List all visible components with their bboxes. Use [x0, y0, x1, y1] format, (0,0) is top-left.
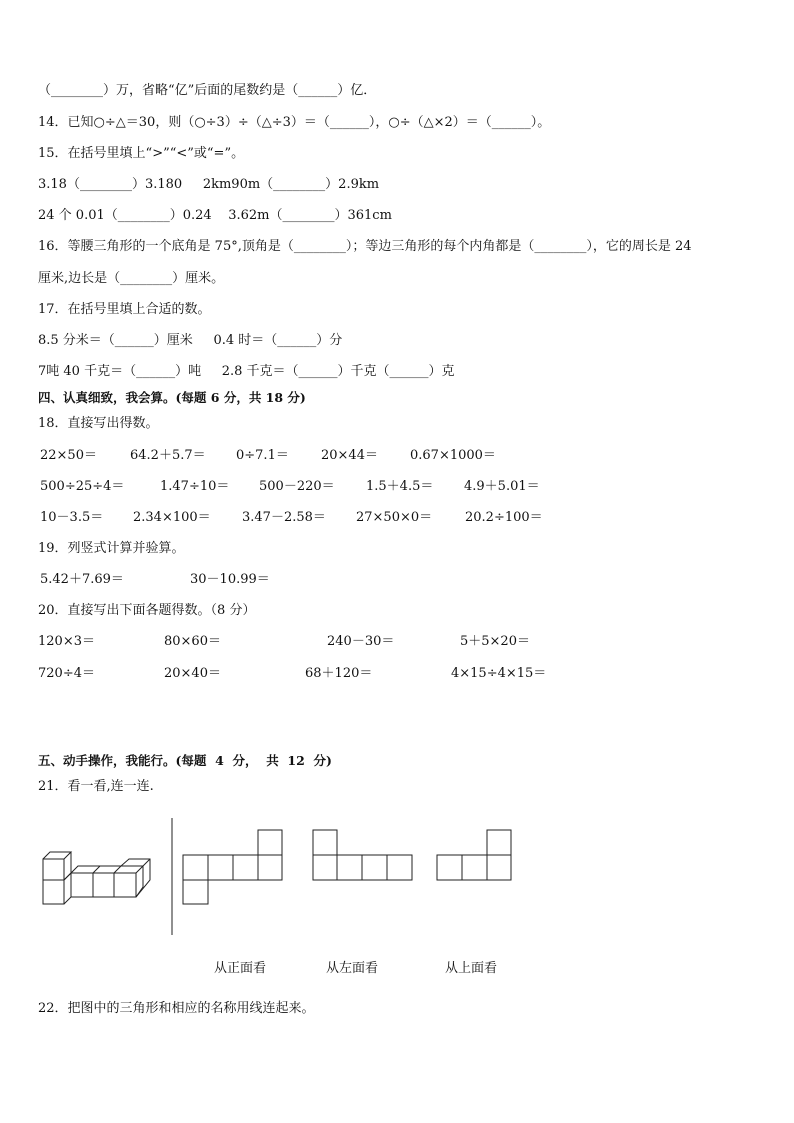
calc-item: 22×50＝ — [40, 448, 97, 463]
calc-item: 4.9＋5.01＝ — [464, 479, 540, 494]
calc-item: 3.47－2.58＝ — [242, 510, 326, 525]
front-view-label: 从正面看 — [214, 961, 267, 976]
question-14: 14．已知○÷△＝30，则（○÷3）÷（△÷3）＝（______），○÷（△×2）＝（______）。 — [38, 115, 551, 130]
question-15-row-1: 3.18（________）3.180 2km90m（________）2.9km — [38, 177, 380, 192]
calc-item: 1.47÷10＝ — [160, 479, 230, 494]
calc-item: 64.2＋5.7＝ — [130, 448, 206, 463]
question-22: 22．把图中的三角形和相应的名称用线连起来。 — [38, 1001, 315, 1016]
calc-item: 720÷4＝ — [38, 666, 95, 681]
calc-item: 500÷25÷4＝ — [40, 479, 125, 494]
vertical-calc-item: 5.42＋7.69＝ — [40, 572, 124, 587]
question-20: 20．直接写出下面各题得数。（8 分） — [38, 603, 256, 618]
calc-item: 10－3.5＝ — [40, 510, 104, 525]
question-16-line-2: 厘米,边长是（________）厘米。 — [38, 271, 225, 286]
top-view-label: 从上面看 — [445, 961, 498, 976]
calc-item: 80×60＝ — [164, 634, 221, 649]
question-19: 19．列竖式计算并验算。 — [38, 541, 185, 556]
section-4-heading: 四、认真细致，我会算。(每题 6 分，共 18 分) — [38, 390, 306, 405]
q13-continuation: （________）万，省略“亿”后面的尾数约是（______）亿． — [38, 83, 377, 98]
calc-item: 0÷7.1＝ — [236, 448, 289, 463]
view-figure-3 — [437, 830, 511, 880]
view-figure-2 — [313, 830, 412, 880]
cube-solid-figure — [43, 852, 150, 904]
calc-item: 240－30＝ — [327, 634, 395, 649]
left-view-label: 从左面看 — [326, 961, 379, 976]
question-18: 18．直接写出得数。 — [38, 416, 159, 431]
question-17: 17．在括号里填上合适的数。 — [38, 302, 211, 317]
calc-item: 20×40＝ — [164, 666, 221, 681]
calc-item: 20.2÷100＝ — [465, 510, 543, 525]
question-17-row-2: 7吨 40 千克＝（______）吨 2.8 千克＝（______）千克（______）克 — [38, 364, 455, 379]
question-16-line-1: 16．等腰三角形的一个底角是 75°,顶角是（________）；等边三角形的每个内角都是（________），它的周长是 24 — [38, 239, 692, 254]
calc-item: 5＋5×20＝ — [460, 634, 530, 649]
vertical-calc-item: 30－10.99＝ — [190, 572, 270, 587]
calc-item: 0.67×1000＝ — [410, 448, 496, 463]
question-17-row-1: 8.5 分米＝（______）厘米 0.4 时＝（______）分 — [38, 333, 343, 348]
calc-item: 500－220＝ — [259, 479, 335, 494]
question-15-row-2: 24 个 0.01（________）0.24 3.62m（________）361cm — [38, 208, 392, 223]
calc-item: 4×15÷4×15＝ — [451, 666, 547, 681]
question-15: 15．在括号里填上“>”“<”或“=”。 — [38, 146, 245, 161]
calc-item: 27×50×0＝ — [356, 510, 433, 525]
calc-item: 20×44＝ — [321, 448, 378, 463]
view-figure-1 — [183, 830, 282, 904]
calc-item: 68＋120＝ — [305, 666, 373, 681]
question-21: 21．看一看,连一连. — [38, 779, 154, 794]
calc-item: 2.34×100＝ — [133, 510, 211, 525]
calc-item: 1.5＋4.5＝ — [366, 479, 434, 494]
calc-item: 120×3＝ — [38, 634, 95, 649]
section-5-heading: 五、动手操作，我能行。(每题 4 分， 共 12 分) — [38, 753, 332, 768]
